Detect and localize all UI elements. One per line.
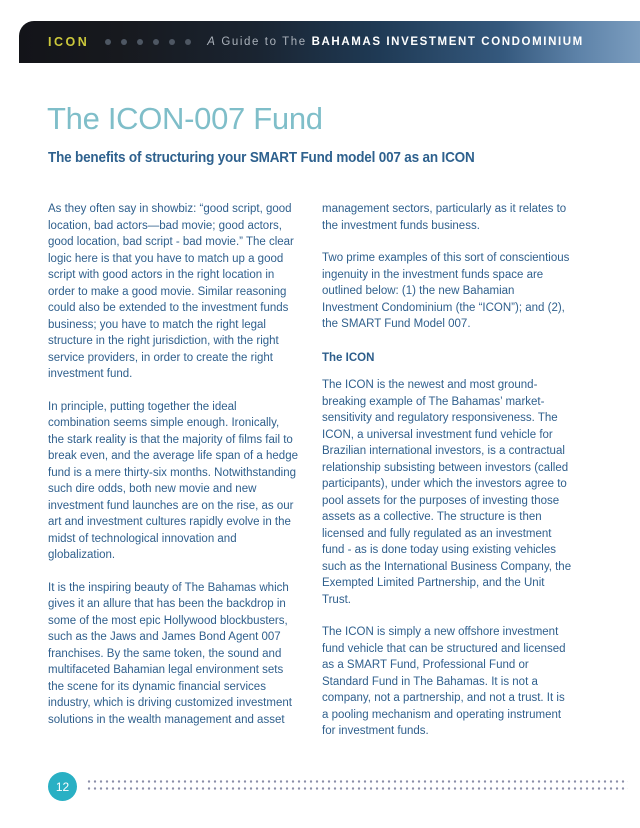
header-dot-icon bbox=[185, 39, 191, 45]
tagline-prefix: Guide to The bbox=[216, 36, 312, 48]
header-tagline bbox=[207, 36, 584, 48]
body-paragraph: The ICON is simply a new offshore investment fund vehicle that can be structured and licensed as a SMART Fund, Professional Fund or Standard Fund in The Bahamas. It is not a company, not a partnership, and not a trust. It is a pooling mechanism and operating instrument for investment funds. bbox=[322, 626, 566, 737]
header-dot-icon bbox=[169, 39, 175, 45]
section-heading: The ICON bbox=[322, 351, 375, 364]
body-columns bbox=[48, 201, 572, 756]
page-number-badge: 12 bbox=[48, 772, 77, 801]
header-dot-icon bbox=[105, 39, 111, 45]
body-paragraph: Two prime examples of this sort of conscientious ingenuity in the investment funds space are outlined below: (1) the new Bahamian Investment Condominium (the “ICON”); and (2), the SMART Fund Model 007. bbox=[322, 252, 570, 330]
body-paragraph: management sectors, particularly as it relates to the investment funds business. bbox=[322, 203, 567, 232]
header-dot-row bbox=[105, 39, 191, 45]
tagline-prefix-italic: A bbox=[207, 36, 217, 48]
tagline-main: BAHAMAS INVESTMENT CONDOMINIUM bbox=[311, 36, 584, 48]
icon-logo: ICON bbox=[48, 35, 90, 49]
body-paragraph: The ICON is the newest and most ground-breaking example of The Bahamas’ market-sensitivity and regulatory responsiveness. The ICON, a universal investment fund vehicle for Brazilian international investors, is a contractual relationship subsisting between investors (called participants), under which the investors agree to pool assets for the purposes of investing those assets as a collective. The structure is then licensed and fully regulated as an investment fund - as is done today using existing vehicles such as the International Business Company, the Exempted Limited Partnership, and the Unit Trust. bbox=[322, 379, 572, 606]
body-paragraph: As they often say in showbiz: “good script, good location, bad actors—bad movie; good actors, good location, bad script - bad movie.” The clear logic here is that you have to match up a good script with good actors in the right location in order to make a good movie. Similar reasoning could also be extended to the investment funds business; you have to match the right legal structure in the right jurisdiction, with the right service providers, in order to create the right investment fund. bbox=[48, 203, 294, 380]
page-subtitle: The benefits of structuring your SMART Fund model 007 as an ICON bbox=[48, 149, 475, 166]
right-column bbox=[322, 201, 572, 756]
body-paragraph: It is the inspiring beauty of The Bahamas which gives it an allure that has been the backdrop in some of the most epic Hollywood blockbusters, such as the Jaws and James Bond Agent 007 franchises. By the same token, the sound and multifaceted Bahamian legal environment sets the scene for its dynamic financial services industry, which is driving customized investment solutions in the wealth management and asset bbox=[48, 581, 292, 726]
header-dot-icon bbox=[121, 39, 127, 45]
left-column bbox=[48, 201, 298, 756]
footer-dotted-rule bbox=[86, 777, 628, 791]
body-paragraph: In principle, putting together the ideal combination seems simple enough. Ironically, the stark reality is that the majority of films fail to break even, and the average life span of a hedge fund is a mere thirty-six months. Notwithstanding such dire odds, both new movie and new investment fund launches are on the rise, as our art and investment cultures rapidly evolve in the midst of technological innovation and globalization. bbox=[48, 400, 298, 561]
header-dot-icon bbox=[137, 39, 143, 45]
page-title: The ICON-007 Fund bbox=[47, 101, 323, 136]
header-band bbox=[19, 21, 640, 63]
header-dot-icon bbox=[153, 39, 159, 45]
